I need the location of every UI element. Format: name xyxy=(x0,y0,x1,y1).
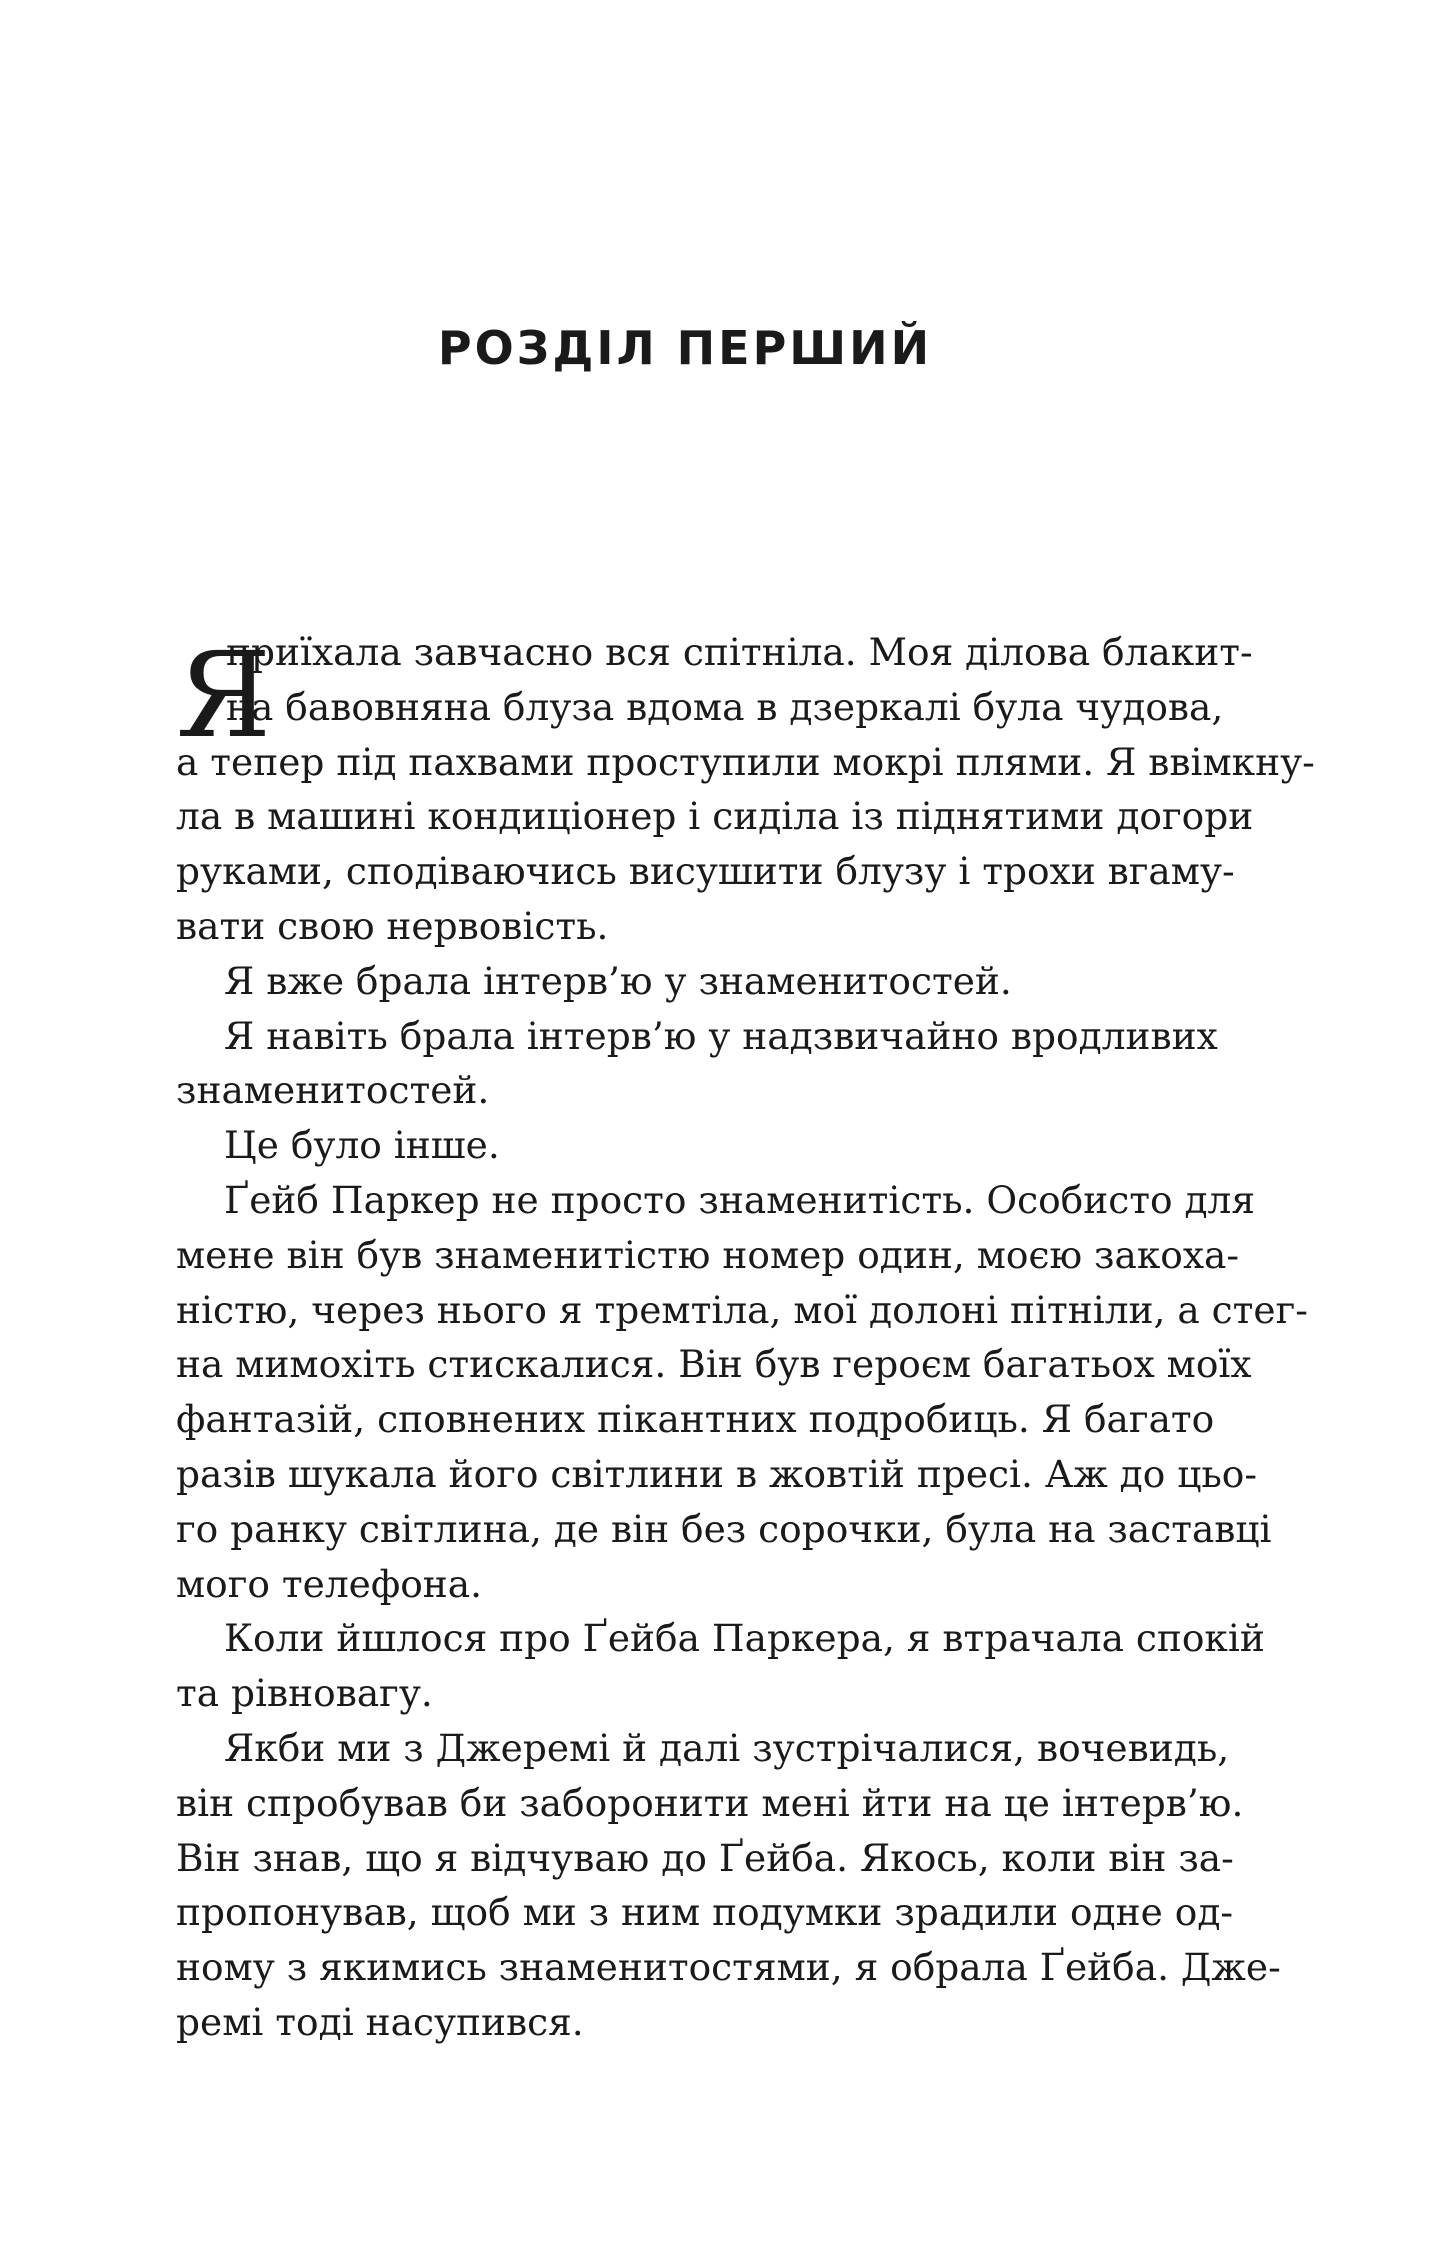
text-line: а тепер під пахвами проступили мокрі плями. Я ввімкну- xyxy=(176,739,1315,784)
chapter-text xyxy=(176,625,1315,2050)
text-line: Це було інше. xyxy=(224,1123,500,1168)
text-line: приїхала завчасно вся спітніла. Моя ділова блакит- xyxy=(226,630,1253,674)
text-line: він спробував би заборонити мені йти на це інтерв’ю. xyxy=(176,1780,1244,1825)
text-line: Якби ми з Джеремі й далі зустрічалися, вочевидь, xyxy=(224,1725,1230,1770)
chapter-title: РОЗДІЛ ПЕРШИЙ xyxy=(437,321,933,375)
text-line: фантазій, сповнених пікантних подробиць. Я багато xyxy=(176,1397,1215,1442)
text-line: го ранку світлина, де він без сорочки, була на заставці xyxy=(176,1506,1272,1551)
text-line: Я навіть брала інтерв’ю у надзвичайно вродливих xyxy=(224,1013,1218,1058)
text-line: пропонував, щоб ми з ним подумки зрадили одне од- xyxy=(176,1890,1234,1935)
drop-cap: Я xyxy=(176,626,272,764)
text-line: Коли йшлося про Ґейба Паркера, я втрачала спокій xyxy=(224,1616,1265,1661)
text-line: Ґейб Паркер не просто знаменитість. Особисто для xyxy=(224,1177,1256,1222)
text-line: знаменитостей. xyxy=(176,1068,490,1113)
text-line: на мимохіть стискалися. Він був героєм багатьох моїх xyxy=(176,1342,1252,1387)
text-line: ремі тоді насупився. xyxy=(176,1999,584,2044)
text-line: руками, сподіваючись висушити блузу і трохи вгаму- xyxy=(176,849,1235,894)
opening-paragraph xyxy=(176,625,1253,735)
text-line: ністю, через нього я тремтіла, мої долоні пітніли, а стег- xyxy=(176,1287,1308,1332)
text-line: мого телефона. xyxy=(176,1561,483,1606)
text-line: Я вже брала інтерв’ю у знаменитостей. xyxy=(224,958,1012,1003)
text-line: мене він був знаменитістю номер один, моєю закоха- xyxy=(176,1232,1240,1277)
text-line: разів шукала його світлини в жовтій пресі. Аж до цьо- xyxy=(176,1451,1258,1496)
text-line: Він знав, що я відчуваю до Ґейба. Якось, коли він за- xyxy=(176,1835,1234,1880)
text-line: ла в машині кондиціонер і сиділа із піднятими догори xyxy=(176,794,1254,839)
text-line: та рівновагу. xyxy=(176,1671,433,1716)
text-line: ному з якимись знаменитостями, я обрала Ґейба. Дже- xyxy=(176,1945,1281,1990)
text-line: вати свою нервовість. xyxy=(176,903,609,948)
text-line: на бавовняна блуза вдома в дзеркалі була чудова, xyxy=(226,684,1224,729)
